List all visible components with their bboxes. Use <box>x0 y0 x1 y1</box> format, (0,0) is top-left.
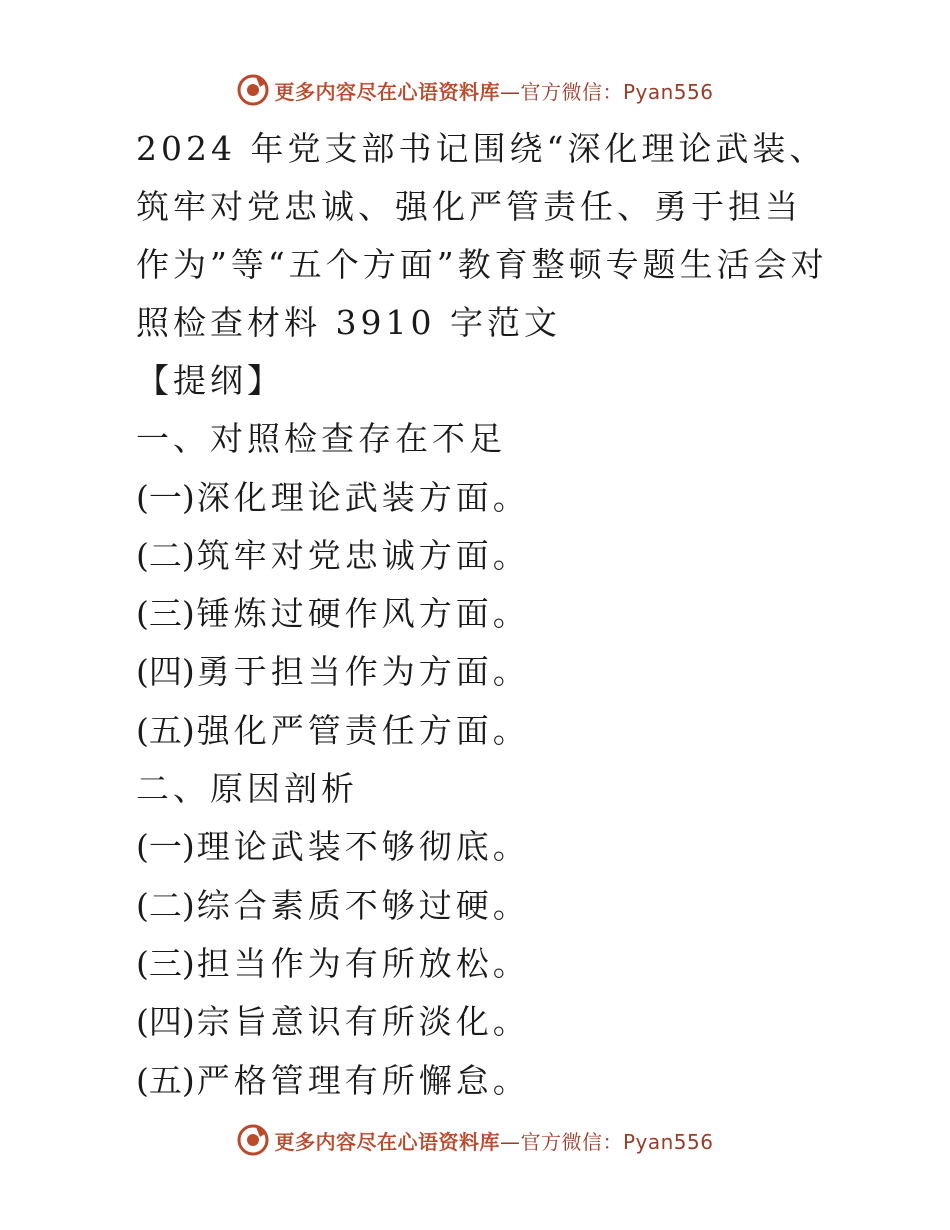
section-heading: 二、原因剖析 <box>136 769 358 809</box>
list-item <box>136 993 836 1051</box>
list-item <box>136 818 836 876</box>
item-text: 严格管理有所懈怠。 <box>196 1060 530 1100</box>
list-item <box>136 527 836 585</box>
item-text: 担当作为有所放松。 <box>196 943 530 983</box>
item-text: 筑牢对党忠诚方面。 <box>196 535 530 575</box>
logo-icon <box>236 1123 270 1157</box>
outline-heading: 【提纲】 <box>136 361 284 400</box>
item-number: (四) <box>136 1002 195 1042</box>
header-watermark <box>0 70 950 110</box>
title-line: 筑牢对党忠诚、强化严管责任、勇于担当 <box>136 187 802 226</box>
item-number: (三) <box>136 594 195 634</box>
watermark-text: 更多内容尽在心语资料库—官方微信：Pyan556 <box>274 79 714 104</box>
footer-watermark <box>0 1120 950 1160</box>
item-text: 综合素质不够过硬。 <box>196 885 530 925</box>
document-title <box>136 120 836 352</box>
list-item <box>136 585 836 643</box>
list-item <box>136 877 836 935</box>
title-line: 2024 年党支部书记围绕“深化理论武装、 <box>136 129 827 168</box>
item-text: 宗旨意识有所淡化。 <box>196 1002 530 1042</box>
item-text: 锤炼过硬作风方面。 <box>196 594 530 634</box>
item-text: 勇于担当作为方面。 <box>196 652 530 692</box>
list-item <box>136 643 836 701</box>
item-number: (一) <box>136 477 195 517</box>
item-number: (一) <box>136 827 195 867</box>
title-line: 照检查材料 3910 字范文 <box>136 303 561 342</box>
item-number: (五) <box>136 710 195 750</box>
item-number: (四) <box>136 652 195 692</box>
watermark-text: 更多内容尽在心语资料库—官方微信：Pyan556 <box>274 1129 714 1154</box>
item-number: (二) <box>136 535 195 575</box>
list-item <box>136 702 836 760</box>
list-item <box>136 469 836 527</box>
item-text: 强化严管责任方面。 <box>196 710 530 750</box>
logo-icon <box>236 73 270 107</box>
title-line: 作为”等“五个方面”教育整顿专题生活会对 <box>136 245 828 284</box>
item-text: 理论武装不够彻底。 <box>196 827 530 867</box>
item-number: (三) <box>136 943 195 983</box>
item-number: (二) <box>136 885 195 925</box>
section-heading: 一、对照检查存在不足 <box>136 419 506 459</box>
item-number: (五) <box>136 1060 195 1100</box>
list-item <box>136 935 836 993</box>
item-text: 深化理论武装方面。 <box>196 477 530 517</box>
list-item <box>136 1052 836 1110</box>
outline <box>136 352 836 1110</box>
